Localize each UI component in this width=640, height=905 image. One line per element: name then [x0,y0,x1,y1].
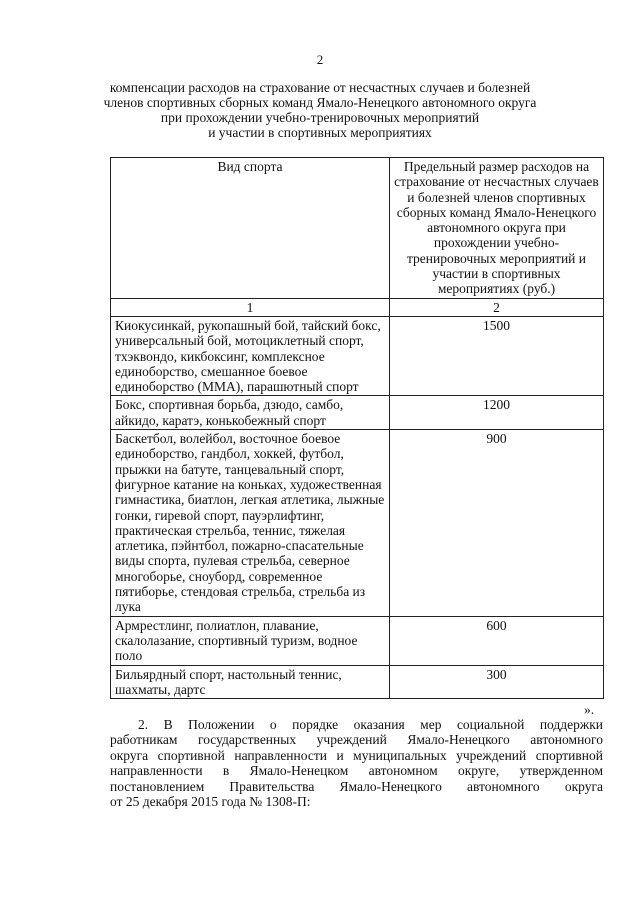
amount-cell: 600 [390,616,604,665]
amendment-paragraph [110,717,603,809]
amount-cell: 900 [390,430,604,617]
table-row [111,616,604,665]
table-row [111,665,604,699]
paragraph-line: постановлением Правительства Ямало-Ненецкого автономного округа [110,778,603,794]
paragraph-line: 2. В Положении о порядке оказания мер социальной поддержки [138,717,603,732]
paragraph-line: направленности в Ямало-Ненецком автономном округе, утвержденном [110,763,603,779]
paragraph-line: округа спортивной направленности и муниципальных учреждений спортивной [110,747,603,763]
heading-line: компенсации расходов на страхование от несчастных случаев и болезней [109,80,531,95]
heading-line: при прохождении учебно-тренировочных мероприятий [160,110,480,125]
sport-list-cell: Бокс, спортивная борьба, дзюдо, самбо, айкидо, каратэ, конькобежный спорт [111,396,390,430]
sport-list-cell: Бильярдный спорт, настольный теннис, шахматы, дартс [111,665,390,699]
amount-cell: 300 [390,665,604,699]
header-max-amount: Предельный размер расходов на страхование от несчастных случаев и болезней членов спортивных сборных команд Ямало-Ненецкого автономного округа при прохождении учебно-тренировочных мероприятий и участии в спортивных мероприятиях (руб.) [390,158,604,299]
paragraph-line: работникам государственных учреждений Ямало-Ненецкого автономного [110,732,603,748]
amount-cell: 1200 [390,396,604,430]
amount-cell: 1500 [390,316,604,395]
closing-quote: ». [584,702,595,717]
heading-line: членов спортивных сборных команд Ямало-Ненецкого автономного округа [103,95,537,110]
page-number: 2 [316,52,324,67]
table-header-row [111,158,604,299]
sport-list-cell: Баскетбол, волейбол, восточное боевое единоборство, гандбол, хоккей, футбол, прыжки на батуте, танцевальный спорт, фигурное катание на коньках, художественная гимнастика, биатлон, легкая атлетика, лыжные гонки, гиревой спорт, пауэрлифтинг, практическая стрельба, теннис, тяжелая атлетика, пэйнтбол, пожарно-спасательные виды спорта, пулевая стрельба, северное многоборье, сноуборд, современное пятиборье, стендовая стрельба, стрельба из лука [111,430,390,617]
heading-line: и участии в спортивных мероприятиях [208,125,432,140]
sport-list-cell: Армрестлинг, полиатлон, плавание, скалолазание, спортивный туризм, водное поло [111,616,390,665]
header-sport-type: Вид спорта [111,158,390,299]
insurance-rates-table [110,157,604,699]
paragraph-line: от 25 декабря 2015 года № 1308-П: [110,794,311,810]
column-number: 1 [111,298,390,316]
column-number: 2 [390,298,604,316]
document-heading [80,80,560,140]
table-row [111,396,604,430]
sport-list-cell: Киокусинкай, рукопашный бой, тайский бокс, универсальный бой, мотоциклетный спорт, тхэквондо, кикбоксинг, комплексное единоборство, смешанное боевое единоборство (ММА), парашютный спорт [111,316,390,395]
table-row [111,316,604,395]
table-row [111,430,604,617]
table-numbering-row [111,298,604,316]
